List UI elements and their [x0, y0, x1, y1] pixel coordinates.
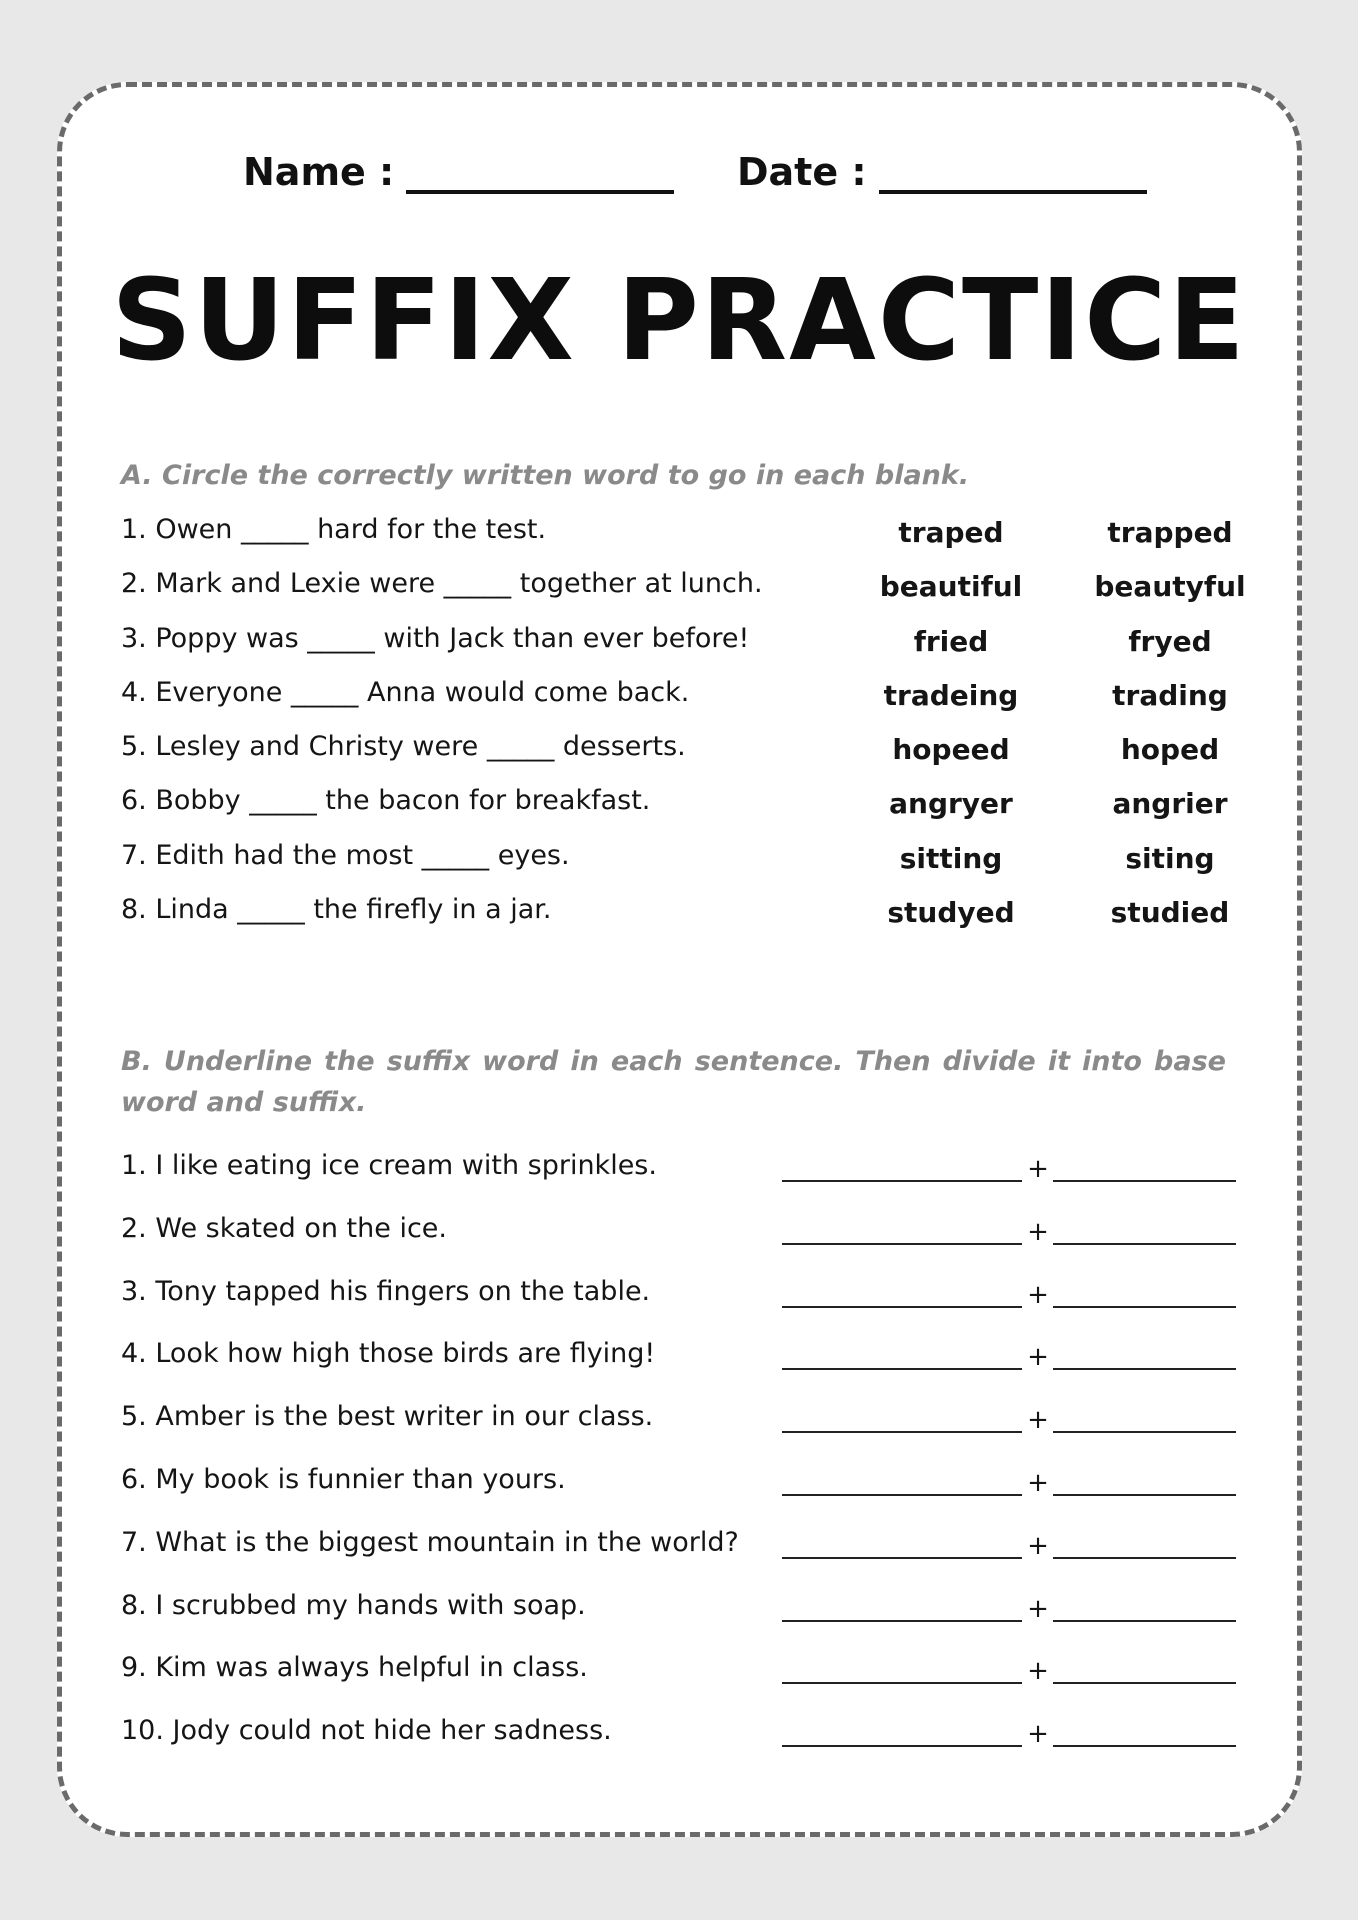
section-b-item — [121, 1652, 1241, 1715]
section-b-sentence: 9. Kim was always helpful in class. — [121, 1652, 588, 1684]
date-blank[interactable] — [879, 150, 1147, 194]
section-a-item — [121, 623, 1241, 677]
plus-sign: + — [1027, 1405, 1049, 1436]
section-a-item — [121, 731, 1241, 785]
suffix-blank[interactable] — [1053, 1368, 1236, 1370]
suffix-blank[interactable] — [1053, 1180, 1236, 1182]
base-word-blank[interactable] — [782, 1180, 1022, 1182]
section-a-sentence: 7. Edith had the most _____ eyes. — [121, 839, 570, 871]
section-b-item — [121, 1338, 1241, 1401]
plus-sign: + — [1027, 1530, 1049, 1561]
choice-option-1[interactable]: sitting — [899, 841, 1003, 875]
choice-option-1[interactable]: studyed — [887, 896, 1015, 930]
choice-option-2[interactable]: trading — [1112, 678, 1228, 712]
plus-sign: + — [1027, 1593, 1049, 1624]
plus-sign: + — [1027, 1467, 1049, 1498]
name-label: Name : — [243, 150, 395, 194]
section-b-sentence: 10. Jody could not hide her sadness. — [121, 1715, 612, 1747]
base-word-blank[interactable] — [782, 1745, 1022, 1747]
choice-option-1[interactable]: traped — [898, 516, 1004, 549]
suffix-blank[interactable] — [1053, 1243, 1236, 1245]
section-a-sentence: 1. Owen _____ hard for the test. — [121, 514, 547, 545]
section-a-item — [121, 514, 1241, 568]
section-a-item — [121, 677, 1241, 731]
section-b-item — [121, 1464, 1241, 1527]
date-field — [737, 150, 1147, 194]
suffix-blank[interactable] — [1053, 1494, 1236, 1496]
section-a-instruction: A. Circle the correctly written word to go in each blank. — [121, 460, 970, 491]
section-b-sentence: 3. Tony tapped his fingers on the table. — [121, 1275, 651, 1307]
date-label: Date : — [737, 150, 867, 194]
suffix-blank[interactable] — [1053, 1620, 1236, 1622]
plus-sign: + — [1027, 1719, 1049, 1750]
section-b-instruction: B. Underline the suffix word in each sentence. Then divide it into base word and suffix. — [121, 1046, 1226, 1118]
choice-option-1[interactable]: hopeed — [892, 733, 1010, 767]
plus-sign: + — [1027, 1154, 1049, 1184]
name-blank[interactable] — [406, 150, 674, 194]
choice-option-2[interactable]: studied — [1110, 896, 1230, 930]
base-word-blank[interactable] — [782, 1306, 1022, 1308]
section-a-item — [121, 568, 1246, 622]
section-a-sentence: 5. Lesley and Christy were _____ desserts. — [121, 731, 686, 763]
base-word-blank[interactable] — [782, 1557, 1022, 1559]
section-b-item — [121, 1150, 1241, 1213]
base-word-blank[interactable] — [782, 1620, 1022, 1622]
base-word-blank[interactable] — [782, 1494, 1022, 1496]
section-a-sentence: 2. Mark and Lexie were _____ together at lunch. — [121, 568, 763, 600]
section-a-sentence: 6. Bobby _____ the bacon for breakfast. — [121, 785, 651, 817]
choice-option-1[interactable]: tradeing — [883, 678, 1019, 712]
section-b-sentence: 5. Amber is the best writer in our class. — [121, 1401, 654, 1433]
base-word-blank[interactable] — [782, 1243, 1022, 1245]
suffix-blank[interactable] — [1053, 1557, 1236, 1559]
section-a-item — [121, 785, 1241, 839]
section-a-sentence: 3. Poppy was _____ with Jack than ever before! — [121, 622, 750, 654]
plus-sign: + — [1027, 1656, 1049, 1687]
page-title: SUFFIX PRACTICE — [111, 256, 1247, 386]
suffix-blank[interactable] — [1053, 1306, 1236, 1308]
section-b-item — [121, 1276, 1241, 1339]
section-b-sentence: 4. Look how high those birds are flying! — [121, 1338, 656, 1370]
suffix-blank[interactable] — [1053, 1431, 1236, 1433]
section-b-sentence: 1. I like eating ice cream with sprinkles. — [121, 1150, 657, 1181]
section-b-item — [121, 1527, 1241, 1590]
base-word-blank[interactable] — [782, 1682, 1022, 1684]
section-b-sentence: 7. What is the biggest mountain in the world? — [121, 1526, 739, 1558]
section-b-item — [121, 1213, 1241, 1276]
choice-option-2[interactable]: beautyful — [1094, 570, 1246, 604]
choice-option-2[interactable]: siting — [1125, 841, 1215, 875]
section-b-item — [121, 1590, 1241, 1653]
choice-option-2[interactable]: hoped — [1120, 733, 1220, 767]
choice-option-1[interactable]: fried — [913, 624, 989, 658]
plus-sign: + — [1027, 1216, 1049, 1247]
name-field — [243, 150, 674, 194]
section-b-sentence: 2. We skated on the ice. — [121, 1212, 447, 1244]
section-b-list — [121, 1150, 1241, 1778]
section-b-sentence: 6. My book is funnier than yours. — [121, 1463, 566, 1495]
section-a-sentence: 8. Linda _____ the firefly in a jar. — [121, 894, 552, 926]
choice-option-1[interactable]: angryer — [889, 787, 1013, 821]
section-b-sentence: 8. I scrubbed my hands with soap. — [121, 1589, 586, 1621]
section-a-item — [121, 840, 1241, 894]
choice-option-2[interactable]: trapped — [1107, 516, 1233, 549]
suffix-blank[interactable] — [1053, 1745, 1236, 1747]
section-b-item — [121, 1715, 1241, 1778]
base-word-blank[interactable] — [782, 1368, 1022, 1370]
section-a-list — [121, 514, 1246, 948]
section-b-item — [121, 1401, 1241, 1464]
section-a-item — [121, 894, 1241, 948]
plus-sign: + — [1027, 1279, 1049, 1310]
choice-option-2[interactable]: angrier — [1112, 787, 1228, 821]
plus-sign: + — [1027, 1342, 1049, 1373]
choice-option-2[interactable]: fryed — [1128, 624, 1212, 658]
suffix-blank[interactable] — [1053, 1682, 1236, 1684]
choice-option-1[interactable]: beautiful — [879, 570, 1023, 604]
base-word-blank[interactable] — [782, 1431, 1022, 1433]
section-a-sentence: 4. Everyone _____ Anna would come back. — [121, 676, 690, 708]
